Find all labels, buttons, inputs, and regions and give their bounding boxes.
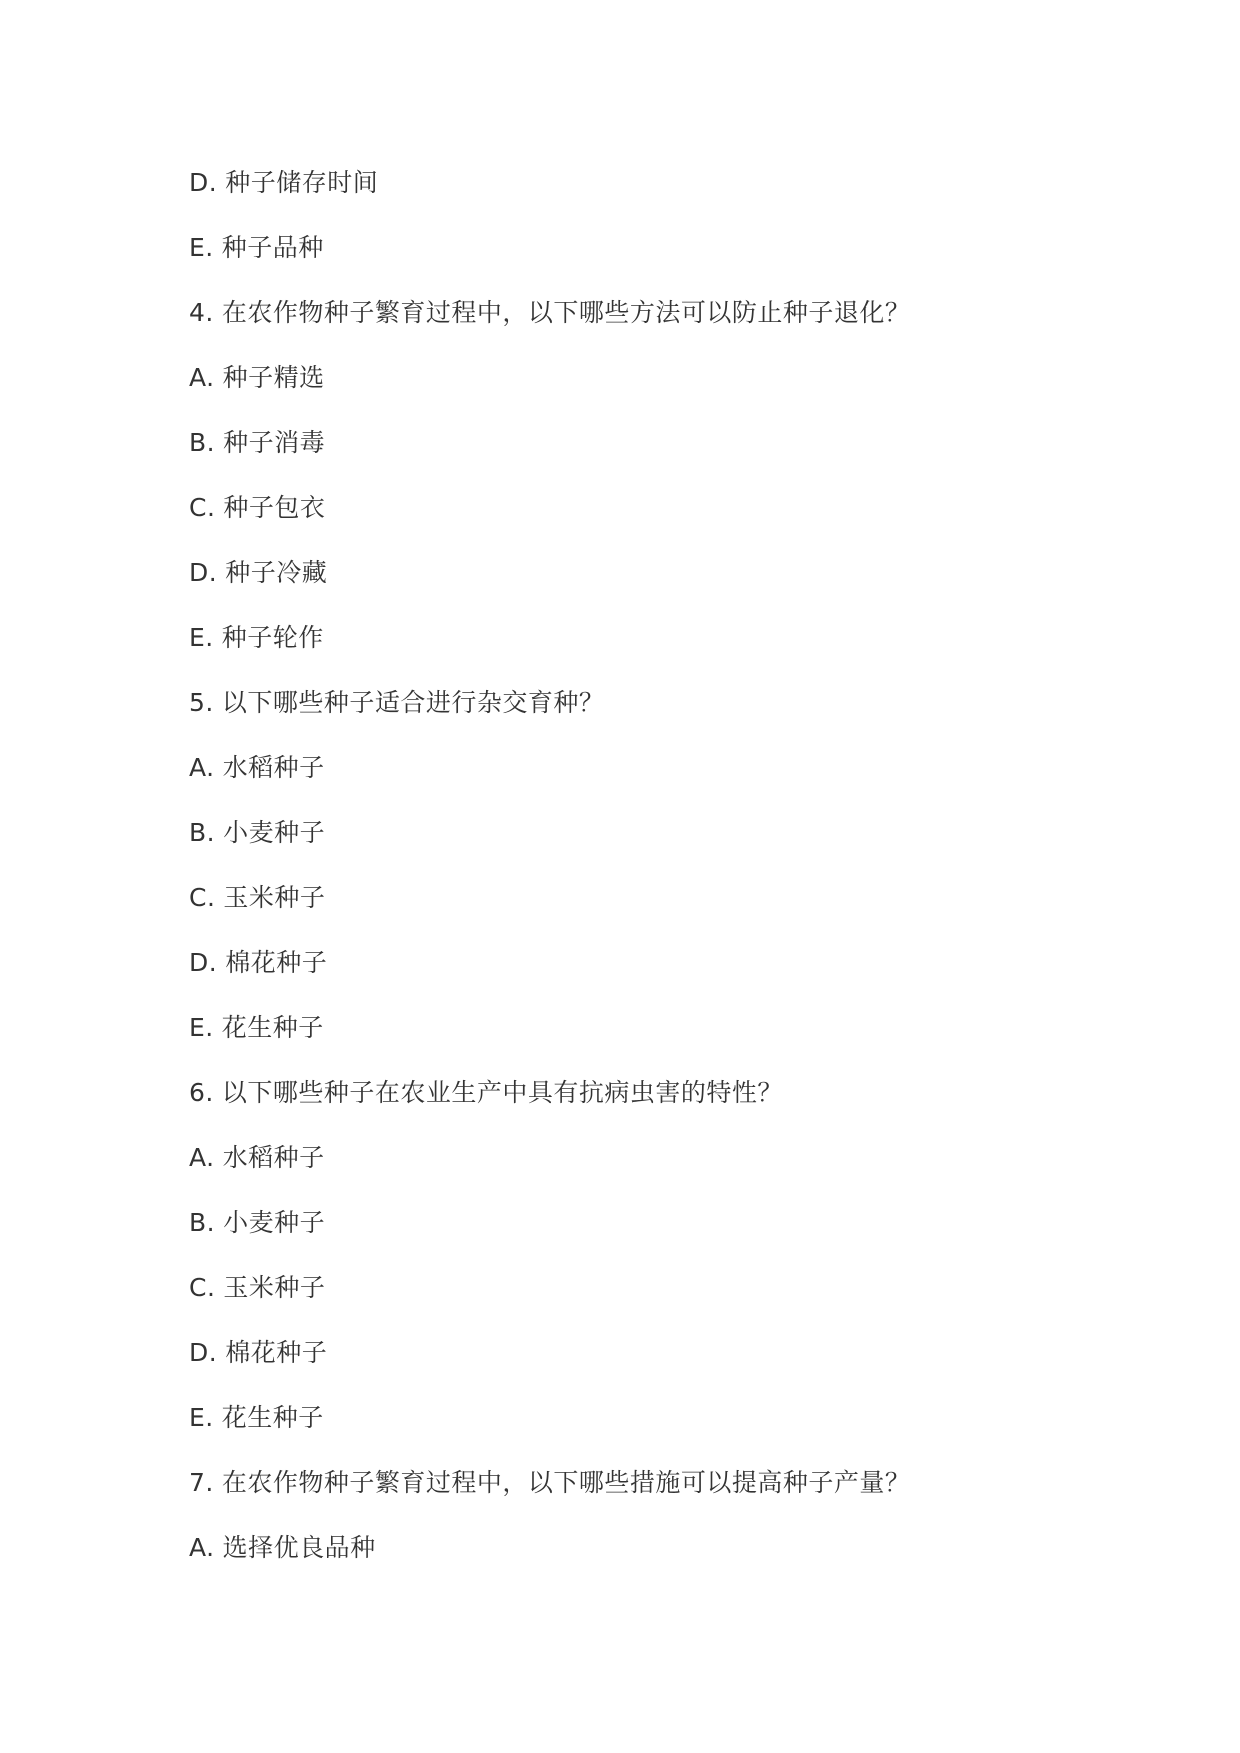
- option-text: 种子包衣: [223, 493, 326, 522]
- option-text: 小麦种子: [223, 1208, 326, 1237]
- option-text: 玉米种子: [223, 1273, 326, 1302]
- option-text: 种子消毒: [223, 428, 326, 457]
- option-text: 玉米种子: [223, 883, 326, 912]
- option-c: [189, 490, 325, 526]
- option-marker: D.: [189, 1338, 218, 1367]
- option-text: 水稻种子: [222, 1143, 325, 1172]
- option-text: 水稻种子: [222, 753, 325, 782]
- question-number: 7.: [189, 1468, 214, 1497]
- option-marker: A.: [189, 363, 215, 392]
- option-text: 种子精选: [222, 363, 325, 392]
- option-marker: C.: [189, 493, 216, 522]
- option-text: 种子储存时间: [225, 168, 379, 197]
- option-marker: A.: [189, 753, 215, 782]
- option-e: [189, 1010, 324, 1046]
- question-text: 在农作物种子繁育过程中，以下哪些方法可以防止种子退化？: [221, 298, 911, 327]
- option-marker: E.: [189, 233, 214, 262]
- option-text: 棉花种子: [225, 1338, 328, 1367]
- option-e: [189, 230, 324, 266]
- option-a: [189, 360, 325, 396]
- option-text: 棉花种子: [225, 948, 328, 977]
- option-text: 小麦种子: [223, 818, 326, 847]
- option-text: 花生种子: [221, 1403, 324, 1432]
- option-marker: B.: [189, 818, 216, 847]
- option-d: [189, 165, 378, 201]
- question-number: 4.: [189, 298, 214, 327]
- question-number: 6.: [189, 1078, 214, 1107]
- question-7: [189, 1465, 910, 1501]
- question-text: 在农作物种子繁育过程中，以下哪些措施可以提高种子产量？: [221, 1468, 911, 1497]
- option-marker: D.: [189, 948, 218, 977]
- option-b: [189, 1205, 325, 1241]
- option-b: [189, 815, 325, 851]
- option-d: [189, 945, 327, 981]
- option-marker: E.: [189, 623, 214, 652]
- option-a: [189, 1530, 376, 1566]
- option-text: 种子轮作: [221, 623, 324, 652]
- option-text: 选择优良品种: [222, 1533, 376, 1562]
- option-marker: B.: [189, 428, 216, 457]
- option-e: [189, 620, 324, 656]
- option-text: 花生种子: [221, 1013, 324, 1042]
- question-5: [189, 685, 604, 721]
- option-marker: E.: [189, 1403, 214, 1432]
- option-text: 种子冷藏: [225, 558, 328, 587]
- option-a: [189, 1140, 325, 1176]
- question-text: 以下哪些种子在农业生产中具有抗病虫害的特性？: [221, 1078, 783, 1107]
- option-marker: D.: [189, 558, 218, 587]
- question-text: 以下哪些种子适合进行杂交育种？: [221, 688, 605, 717]
- option-marker: C.: [189, 883, 216, 912]
- option-marker: D.: [189, 168, 218, 197]
- option-d: [189, 555, 327, 591]
- option-c: [189, 1270, 325, 1306]
- option-marker: C.: [189, 1273, 216, 1302]
- option-marker: E.: [189, 1013, 214, 1042]
- option-marker: A.: [189, 1533, 215, 1562]
- question-number: 5.: [189, 688, 214, 717]
- option-marker: A.: [189, 1143, 215, 1172]
- question-4: [189, 295, 910, 331]
- option-text: 种子品种: [221, 233, 324, 262]
- option-marker: B.: [189, 1208, 216, 1237]
- option-a: [189, 750, 325, 786]
- option-e: [189, 1400, 324, 1436]
- option-c: [189, 880, 325, 916]
- option-b: [189, 425, 325, 461]
- question-6: [189, 1075, 783, 1111]
- option-d: [189, 1335, 327, 1371]
